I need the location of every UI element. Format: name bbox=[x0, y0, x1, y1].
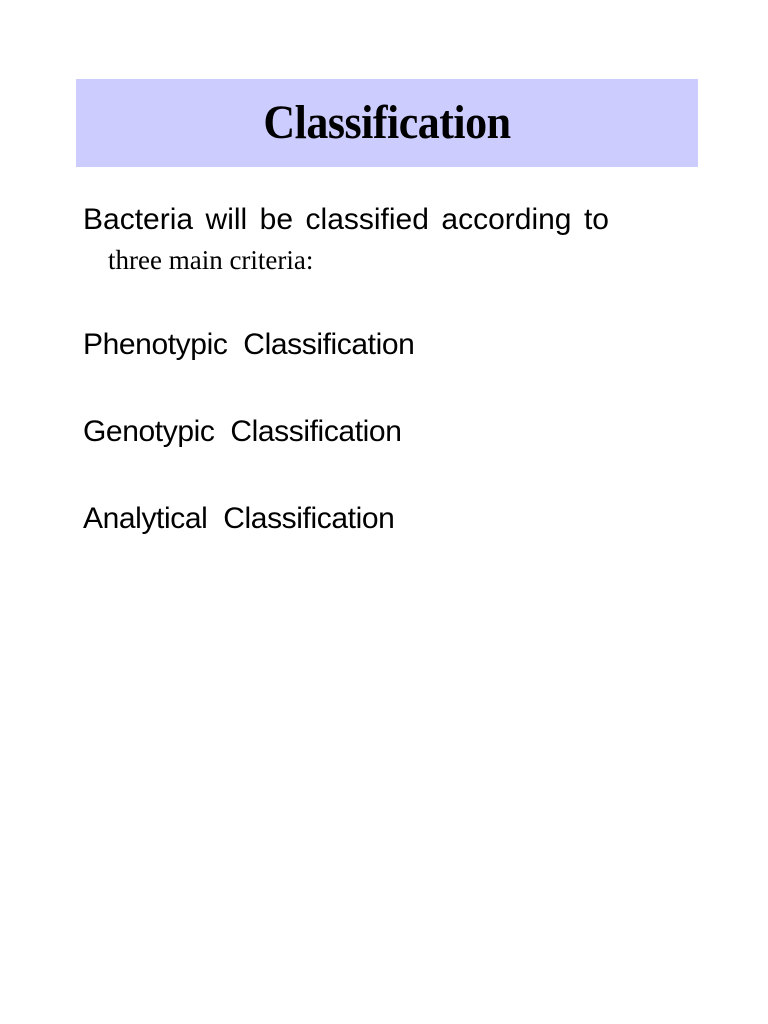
criterion-genotypic: Genotypic Classification bbox=[83, 415, 402, 448]
slide-title: Classification bbox=[263, 96, 511, 149]
intro-text-line2: three main criteria: bbox=[108, 245, 314, 275]
criterion-phenotypic: Phenotypic Classification bbox=[83, 328, 415, 361]
criterion-analytical: Analytical Classification bbox=[83, 502, 395, 535]
intro-text-line1: Bacteria will be classified according to bbox=[83, 203, 609, 236]
title-banner bbox=[76, 79, 698, 167]
